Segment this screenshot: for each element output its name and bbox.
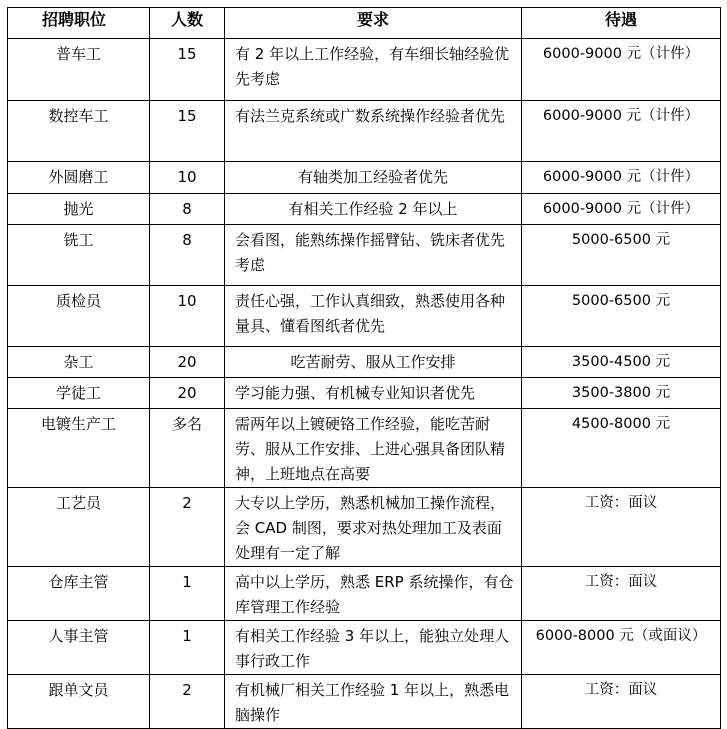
cell-requirement: 有相关工作经验 2 年以上 [225, 194, 522, 225]
cell-count: 15 [150, 39, 225, 101]
cell-requirement: 有相关工作经验 3 年以上，能独立处理人事行政工作 [225, 621, 522, 675]
cell-count: 1 [150, 567, 225, 621]
header-count: 人数 [150, 8, 225, 39]
table-row [8, 39, 721, 101]
cell-count: 8 [150, 225, 225, 286]
table-row [8, 621, 721, 675]
cell-position: 杂工 [8, 347, 150, 378]
cell-position: 普车工 [8, 39, 150, 101]
table-row [8, 488, 721, 567]
cell-pay: 工资：面议 [522, 675, 721, 729]
table-row [8, 567, 721, 621]
table-row [8, 101, 721, 162]
cell-count: 10 [150, 162, 225, 194]
cell-count: 20 [150, 347, 225, 378]
table-row [8, 409, 721, 488]
cell-requirement: 有机械厂相关工作经验 1 年以上，熟悉电脑操作 [225, 675, 522, 729]
cell-position: 质检员 [8, 286, 150, 347]
table-row [8, 347, 721, 378]
header-requirement: 要求 [225, 8, 522, 39]
header-pay: 待遇 [522, 8, 721, 39]
recruitment-table [7, 7, 721, 729]
cell-requirement: 吃苦耐劳、服从工作安排 [225, 347, 522, 378]
header-row [8, 8, 721, 39]
table-row [8, 225, 721, 286]
cell-position: 跟单文员 [8, 675, 150, 729]
cell-pay: 6000-9000 元（计件） [522, 101, 721, 162]
cell-requirement: 有法兰克系统或广数系统操作经验者优先 [225, 101, 522, 162]
cell-requirement: 有轴类加工经验者优先 [225, 162, 522, 194]
cell-position: 电镀生产工 [8, 409, 150, 488]
cell-count: 2 [150, 488, 225, 567]
cell-requirement: 高中以上学历，熟悉 ERP 系统操作，有仓库管理工作经验 [225, 567, 522, 621]
cell-pay: 工资：面议 [522, 567, 721, 621]
header-position: 招聘职位 [8, 8, 150, 39]
cell-position: 仓库主管 [8, 567, 150, 621]
cell-position: 抛光 [8, 194, 150, 225]
cell-pay: 5000-6500 元 [522, 225, 721, 286]
cell-pay: 6000-9000 元（计件） [522, 194, 721, 225]
cell-requirement: 需两年以上镀硬铬工作经验，能吃苦耐劳、服从工作安排、上进心强具备团队精神，上班地点在高要 [225, 409, 522, 488]
cell-pay: 4500-8000 元 [522, 409, 721, 488]
cell-pay: 工资：面议 [522, 488, 721, 567]
cell-count: 1 [150, 621, 225, 675]
table-row [8, 194, 721, 225]
cell-requirement: 学习能力强、有机械专业知识者优先 [225, 378, 522, 409]
cell-count: 20 [150, 378, 225, 409]
cell-count: 2 [150, 675, 225, 729]
cell-pay: 6000-8000 元（或面议） [522, 621, 721, 675]
cell-count: 15 [150, 101, 225, 162]
table-row [8, 286, 721, 347]
cell-requirement: 会看图，能熟练操作摇臂钻、铣床者优先考虑 [225, 225, 522, 286]
cell-pay: 6000-9000 元（计件） [522, 39, 721, 101]
table-row [8, 675, 721, 729]
cell-pay: 6000-9000 元（计件） [522, 162, 721, 194]
cell-requirement: 有 2 年以上工作经验，有车细长轴经验优先考虑 [225, 39, 522, 101]
cell-requirement: 大专以上学历，熟悉机械加工操作流程，会 CAD 制图，要求对热处理加工及表面处理有一定了解 [225, 488, 522, 567]
cell-position: 工艺员 [8, 488, 150, 567]
cell-position: 学徒工 [8, 378, 150, 409]
cell-requirement: 责任心强，工作认真细致，熟悉使用各种量具、懂看图纸者优先 [225, 286, 522, 347]
cell-position: 数控车工 [8, 101, 150, 162]
cell-position: 外圆磨工 [8, 162, 150, 194]
cell-position: 人事主管 [8, 621, 150, 675]
cell-count: 8 [150, 194, 225, 225]
cell-position: 铣工 [8, 225, 150, 286]
table-row [8, 162, 721, 194]
cell-count: 10 [150, 286, 225, 347]
cell-pay: 5000-6500 元 [522, 286, 721, 347]
cell-pay: 3500-4500 元 [522, 347, 721, 378]
cell-pay: 3500-3800 元 [522, 378, 721, 409]
cell-count: 多名 [150, 409, 225, 488]
table-row [8, 378, 721, 409]
